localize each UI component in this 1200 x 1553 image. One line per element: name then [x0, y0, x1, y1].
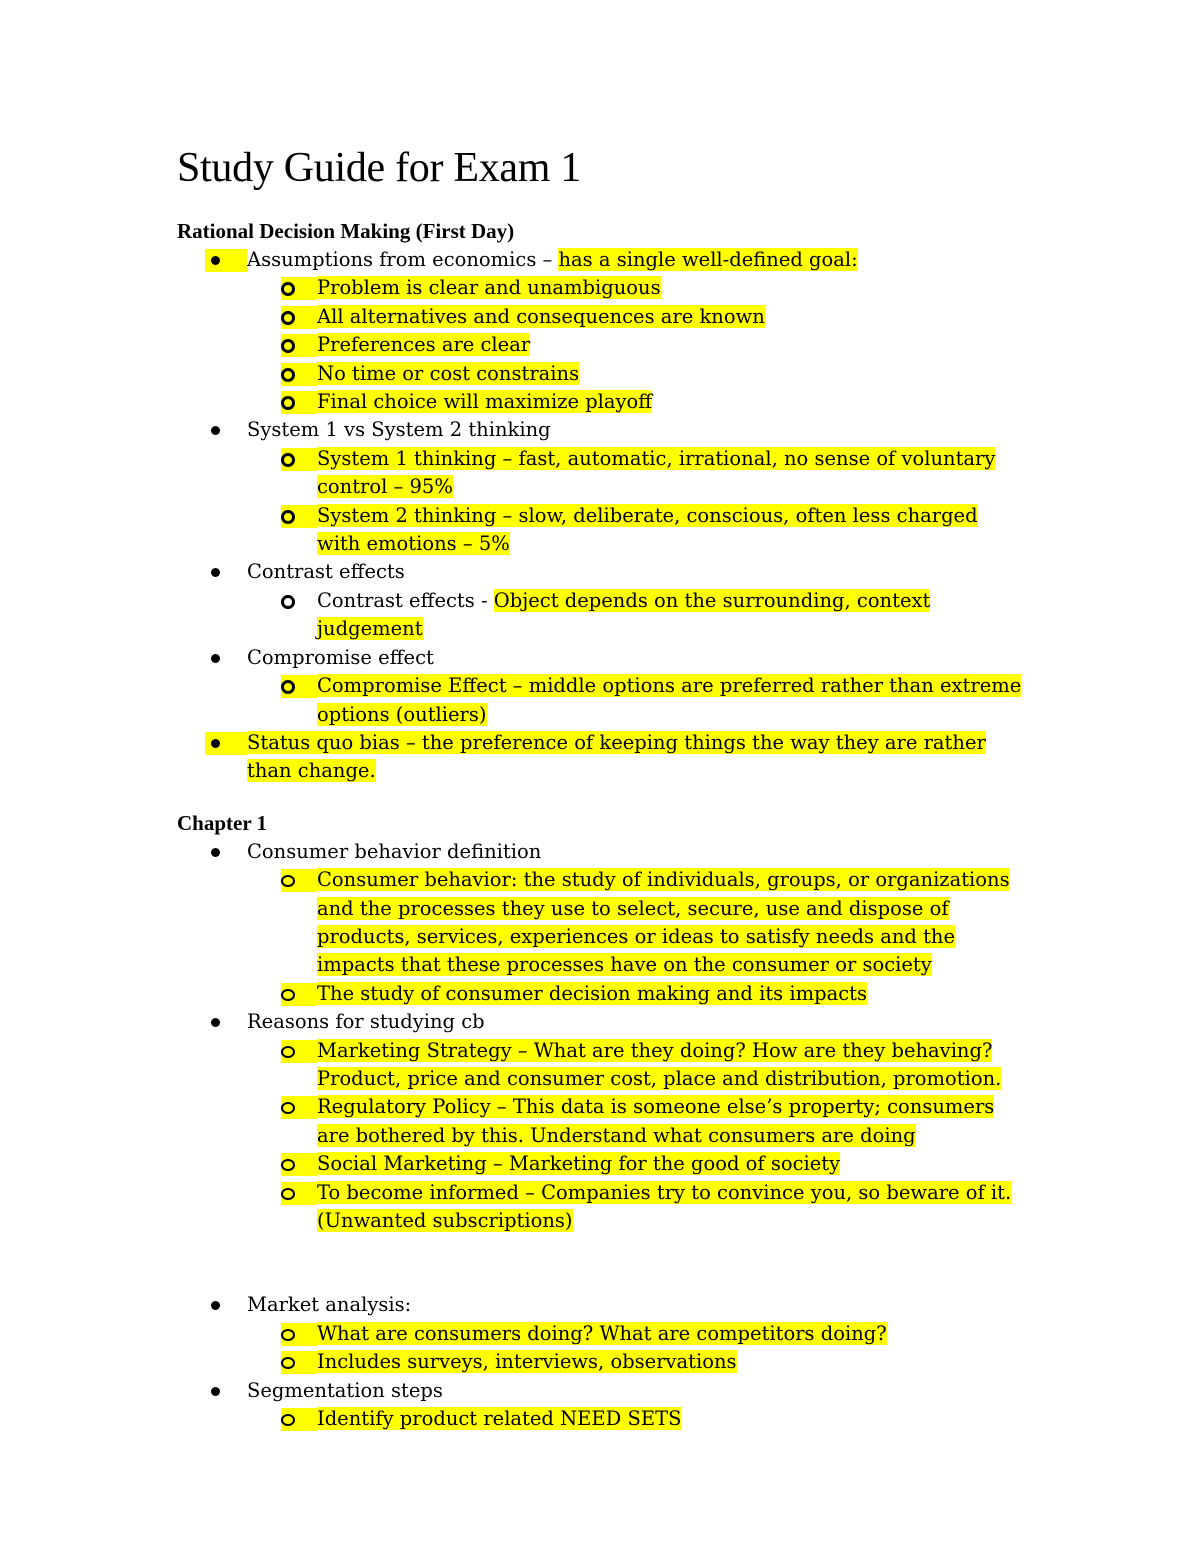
list-item: [177, 416, 1027, 444]
circle-bullet-icon: [281, 680, 295, 694]
circle-bullet-icon: [281, 1329, 295, 1341]
circle-bullet-icon: [281, 368, 295, 382]
sub-list-item: [177, 672, 1027, 729]
item-highlight: Regulatory Policy – This data is someone else’s property; consumers are bothered by this. Understand what consumers are doing: [317, 1095, 995, 1147]
sub-list-item: [177, 1150, 1027, 1178]
item-text: Assumptions from economics –: [247, 248, 559, 271]
circle-bullet-icon: [281, 1414, 295, 1426]
list-item: [177, 1377, 1027, 1405]
bullet-icon: [211, 568, 220, 577]
circle-bullet-icon: [281, 1046, 295, 1058]
item-highlight: Consumer behavior: the study of individuals, groups, or organizations and the processes they use to select, secure, use and dispose of products, services, experiences or ideas to satisfy needs and the impacts that these processes have on the consumer or society: [317, 868, 1010, 977]
item-highlight: Identify product related NEED SETS: [317, 1407, 682, 1431]
sub-list-item: [177, 388, 1027, 416]
sub-list-item: [177, 502, 1027, 559]
sub-list-item: [177, 1348, 1027, 1376]
circle-bullet-icon: [281, 989, 295, 1001]
item-highlight: Preferences are clear: [317, 333, 531, 357]
sub-list-item: [177, 1405, 1027, 1433]
item-highlight: Social Marketing – Marketing for the good of society: [317, 1152, 841, 1176]
item-highlight: Includes surveys, interviews, observations: [317, 1350, 737, 1374]
sub-list-item: [177, 1037, 1027, 1094]
blank-line: [177, 1235, 1027, 1291]
bullet-icon: [211, 426, 220, 435]
item-text: Contrast effects: [247, 560, 405, 584]
item-text: Status quo bias –: [247, 730, 422, 754]
bullet-icon: [211, 739, 220, 748]
item-highlight: All alternatives and consequences are known: [317, 304, 765, 328]
list-item: [177, 838, 1027, 866]
sub-list-item: [177, 587, 1027, 644]
sub-list-item: [177, 303, 1027, 331]
item-text: System 1 vs System 2 thinking: [247, 418, 551, 442]
sub-list-item: [177, 1179, 1027, 1236]
list-item: [177, 1008, 1027, 1036]
item-highlight: Final choice will maximize playoff: [317, 390, 653, 414]
sub-list-item: [177, 360, 1027, 388]
sub-list-item: [177, 331, 1027, 359]
page-title: Study Guide for Exam 1: [177, 145, 582, 191]
section-rational-decision-making: [177, 216, 1027, 786]
list-item: [177, 1291, 1027, 1319]
item-highlight: fast, automatic, irrational, no sense of voluntary control – 95%: [317, 446, 996, 499]
item-highlight: The study of consumer decision making and its impacts: [317, 981, 867, 1005]
item-highlight: What are consumers doing? What are competitors doing?: [317, 1321, 887, 1345]
list-item: [177, 558, 1027, 586]
item-highlight: Problem is clear and unambiguous: [317, 276, 661, 300]
item-text: Reasons for studying cb: [247, 1010, 485, 1034]
item-highlight: No time or cost constrains: [317, 361, 580, 385]
bullet-icon: [211, 256, 220, 265]
item-text: System 2 thinking –: [317, 503, 519, 527]
sub-list-item: [177, 866, 1027, 980]
circle-bullet-icon: [281, 396, 295, 410]
sub-list-item: [177, 980, 1027, 1008]
sub-list-item: [177, 445, 1027, 502]
item-text: Market analysis:: [247, 1293, 412, 1317]
item-highlight: the preference of keeping things the way they are rather than change.: [247, 730, 986, 783]
list-item: [177, 644, 1027, 672]
circle-bullet-icon: [281, 1188, 295, 1200]
item-highlight: slow, deliberate, conscious, often less charged with emotions – 5%: [317, 503, 978, 556]
bullet-icon: [211, 654, 220, 663]
list-item: [177, 246, 1027, 274]
circle-bullet-icon: [281, 595, 295, 609]
item-text: Contrast effects -: [317, 588, 494, 612]
bullet-icon: [211, 1387, 220, 1396]
item-highlight: has a single well-defined goal:: [558, 248, 858, 271]
section-heading: Chapter 1: [177, 810, 268, 835]
circle-bullet-icon: [281, 311, 295, 325]
circle-bullet-icon: [281, 453, 295, 467]
section-heading: Rational Decision Making (First Day): [177, 219, 515, 243]
section-chapter-1: [177, 808, 1027, 1434]
sub-list-item: [177, 1320, 1027, 1348]
item-text: Segmentation steps: [247, 1378, 443, 1402]
item-text: Compromise Effect –: [317, 674, 529, 698]
list-item: [177, 729, 1027, 786]
circle-bullet-icon: [281, 510, 295, 524]
bullet-icon: [211, 848, 220, 857]
sub-list-item: [177, 274, 1027, 302]
item-text: System 1 thinking –: [317, 446, 519, 470]
item-highlight: Object depends on the surrounding, context judgement: [317, 588, 931, 641]
item-highlight: middle options are preferred rather than extreme options (outliers): [317, 674, 1022, 726]
bullet-list: [177, 246, 1027, 786]
sub-list-item: [177, 1093, 1027, 1150]
item-text: Consumer behavior definition: [247, 839, 542, 863]
document-content: [177, 142, 1027, 1455]
item-highlight: To become informed – Companies try to convince you, so beware of it. (Unwanted subscriptions): [317, 1180, 1012, 1232]
bullet-icon: [211, 1018, 220, 1027]
item-highlight: Marketing Strategy – What are they doing? How are they behaving? Product, price and consumer cost, place and distribution, promotion.: [317, 1038, 1002, 1090]
item-text: Compromise effect: [247, 645, 434, 669]
bullet-icon: [211, 1301, 220, 1310]
bullet-list: [177, 838, 1027, 1434]
